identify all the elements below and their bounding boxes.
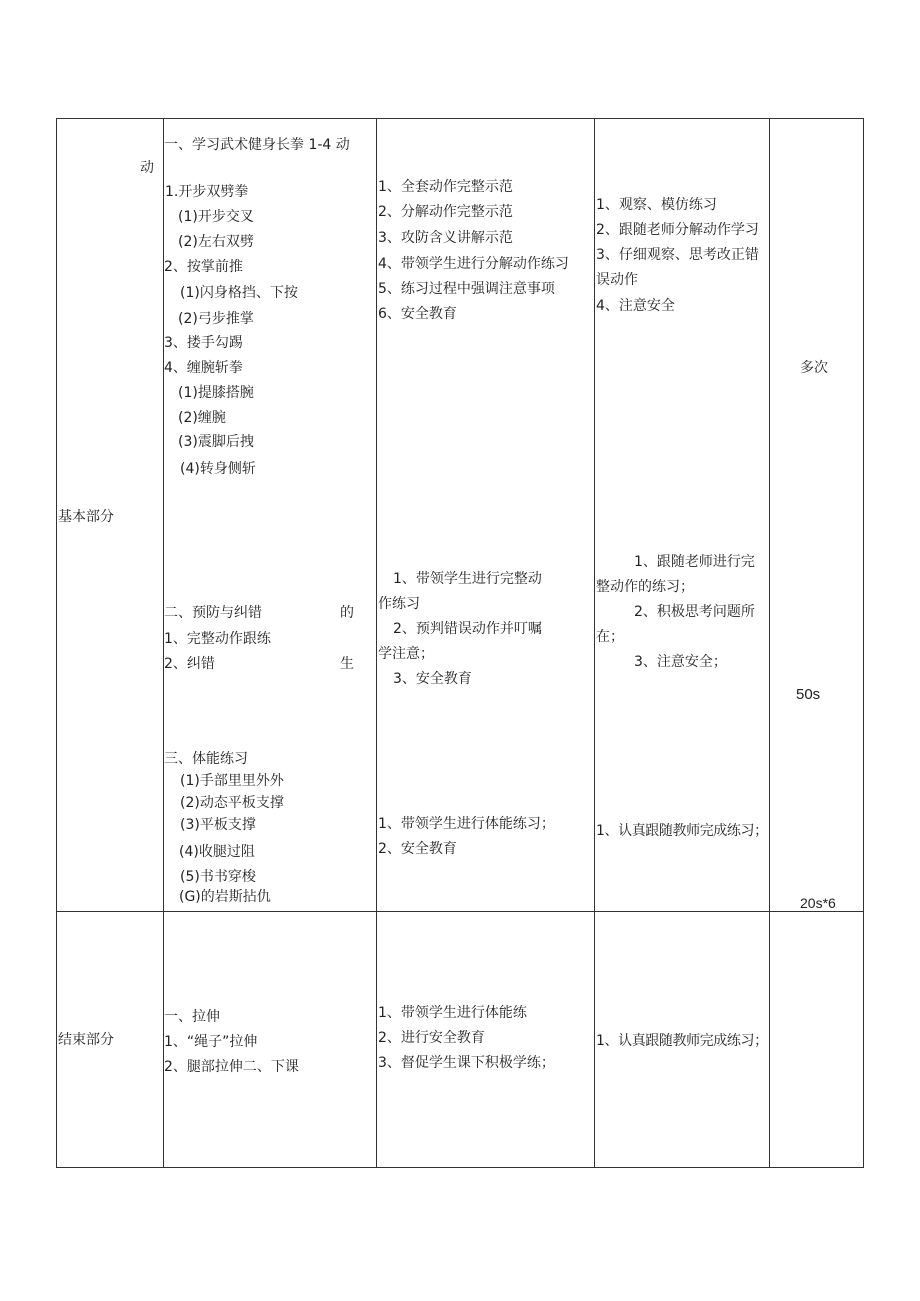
content-line: (1)闪身格挡、下按 [180,285,298,301]
content-line: 动 [140,160,154,176]
teacher-line: 4、带领学生进行分解动作练习 [378,256,569,272]
content-line: (2)弓步推掌 [178,311,254,327]
teacher-line: 1、带领学生进行体能练 [378,1005,527,1021]
content-line: (3)平板支撑 [180,817,256,833]
content-line: 一、拉伸 [164,1009,220,1025]
table-col-divider-2 [376,118,377,1168]
teacher-line: 作练习 [378,596,420,612]
student-line: 3、注意安全； [634,654,727,670]
content-line: (2)左右双劈 [178,234,254,250]
content-line: (1)手部里里外外 [180,773,284,789]
teacher-line: 1、带领学生进行完整动 [393,571,542,587]
teacher-line: 学注意； [378,646,434,662]
teacher-line: 2、预判错误动作并叮嘱 [393,621,542,637]
content-line: (1)提膝搭腕 [178,385,254,401]
content-line: 一、学习武术健身长拳 1-4 动 [164,137,350,153]
content-line: (G)的岩斯拈仇 [179,889,271,905]
content-line: (1)开步交叉 [178,209,254,225]
teacher-line: 3、督促学生课下积极学练； [378,1055,555,1071]
student-line: 整动作的练习； [596,579,694,595]
amount-value: 多次 [800,360,828,376]
content-line: (4)收腿过阻 [179,844,255,860]
table-border-bottom [56,1167,864,1168]
table-border-top [56,118,864,119]
table-border-left [56,118,57,1168]
student-line: 1、认真跟随教师完成练习； [596,823,768,839]
content-line: 二、预防与纠错 [164,605,262,621]
teacher-line: 1、全套动作完整示范 [378,179,513,195]
table-col-divider-3 [594,118,595,1168]
content-line: 2、按掌前推 [164,259,243,275]
teacher-line: 1、带领学生进行体能练习； [378,816,555,832]
student-line: 1、观察、模仿练习 [596,197,717,213]
content-line: 3、搂手勾踢 [164,335,243,351]
teacher-line: 3、攻防含义讲解示范 [378,230,513,246]
content-line: (2)缠腕 [178,410,226,426]
content-line: 的 [340,605,354,621]
content-line: 1、“绳子”拉伸 [164,1034,258,1050]
table-border-right [863,118,864,1168]
section-label-ending: 结束部分 [58,1032,114,1048]
table-row-divider [56,911,864,912]
amount-value: 50s [796,686,821,703]
student-line: 1、认真跟随教师完成练习； [596,1033,768,1049]
content-line: 1、完整动作跟练 [164,631,271,647]
student-line: 4、注意安全 [596,298,675,314]
teacher-line: 6、安全教育 [378,306,457,322]
student-line: 在； [596,629,624,645]
content-line: 2、腿部拉伸二、下课 [164,1059,299,1075]
content-line: (2)动态平板支撑 [180,795,284,811]
content-line: 2、纠错 [164,656,215,672]
teacher-line: 3、安全教育 [393,671,472,687]
table-col-divider-4 [769,118,770,1168]
student-line: 2、积极思考问题所 [634,604,755,620]
teacher-line: 5、练习过程中强调注意事项 [378,281,555,297]
teacher-line: 2、安全教育 [378,841,457,857]
content-line: (3)震脚后拽 [178,434,254,450]
content-line: (5)书书穿梭 [180,869,256,885]
content-line: (4)转身侧斩 [180,461,256,477]
amount-value: 20s*6 [800,895,836,911]
student-line: 3、仔细观察、思考改正错 [596,247,759,263]
content-line: 生 [340,656,354,672]
content-line: 1.开步双劈拳 [165,184,249,200]
student-line: 1、跟随老师进行完 [634,554,755,570]
student-line: 2、跟随老师分解动作学习 [596,222,759,238]
teacher-line: 2、分解动作完整示范 [378,204,513,220]
content-line: 4、缠腕斩拳 [164,360,243,376]
content-line: 三、体能练习 [164,751,248,767]
student-line: 误动作 [596,272,638,288]
teacher-line: 2、进行安全教育 [378,1030,485,1046]
section-label-basic: 基本部分 [58,509,114,525]
